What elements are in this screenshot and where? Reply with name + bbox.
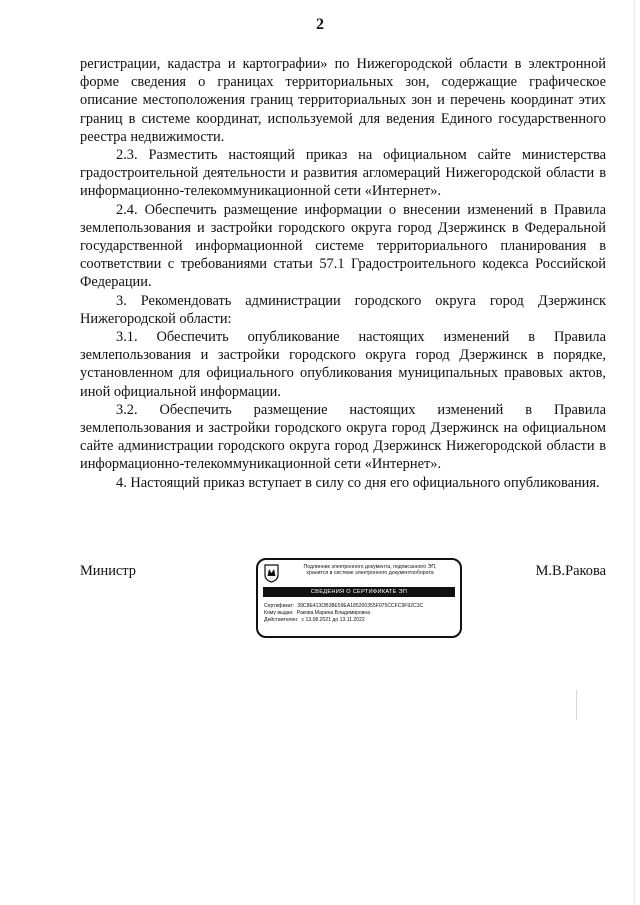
owner-row: Кому выдан: Ракова Марина Владимировна [264,610,371,616]
stamp-title: СВЕДЕНИЯ О СЕРТИФИКАТЕ ЭП [263,587,455,597]
paragraph-continuation: регистрации, кадастра и картографии» по Нижегородской области в электронной форме сведения о границах территориальных зон, содержащие графическое описание местоположения границ территориальных зон и перечень координат этих границ в системе координат, используемой для ведения Единого государственного реестра недвижимости. [80,56,606,145]
validity-row: Действителен: с 13.08.2021 до 13.11.2022 [264,617,365,623]
paragraph-2-3: 2.3. Разместить настоящий приказ на официальном сайте министерства градостроительной деятельности и развития агломераций Нижегородской области в информационно-телекоммуникационной сети «Интернет». [80,147,606,200]
certificate-row: Сертификат: 39C8E413OB38E59EA185200355F075CCFC9F92C3C [264,603,424,609]
e-signature-stamp [256,558,462,638]
scan-edge-line [634,0,635,905]
signer-position: Министр [80,563,136,579]
signature-block [80,563,606,653]
stamp-note: Подлинник электронного документа, подписанного ЭП, хранится в системе электронного документооборота [303,564,437,577]
coat-of-arms-icon [264,564,279,583]
paragraph-2-4: 2.4. Обеспечить размещение информации о внесении изменений в Правила землепользования и застройки городского округа город Дзержинск в Федеральной государственной информационной системе территориального планирования в соответствии с требованиями статьи 57.1 Градостроительного кодекса Российской Федерации. [80,201,606,291]
paragraph-3-1: 3.1. Обеспечить опубликование настоящих изменений в Правила землепользования и застройки городского округа город Дзержинск в порядке, установленном для официального опубликования муниципальных правовых актов, иной официальной информации. [80,329,606,400]
paragraph-4: 4. Настоящий приказ вступает в силу со дня его официального опубликования. [116,474,600,491]
scan-artifact-line [576,690,577,720]
signer-name: М.В.Ракова [535,563,606,579]
stamp-details [264,603,456,624]
paragraph-3: 3. Рекомендовать администрации городского округа город Дзержинск Нижегородской области: [80,292,606,327]
page-number: 2 [316,16,324,33]
document-body [80,55,606,492]
paragraph-3-2: 3.2. Обеспечить размещение настоящих изменений в Правила землепользования и застройки городского округа город Дзержинск на официальном сайте администрации городского округа город Дзержинск Нижегородской области в информационно-телекоммуникационной сети «Интернет». [80,401,606,473]
